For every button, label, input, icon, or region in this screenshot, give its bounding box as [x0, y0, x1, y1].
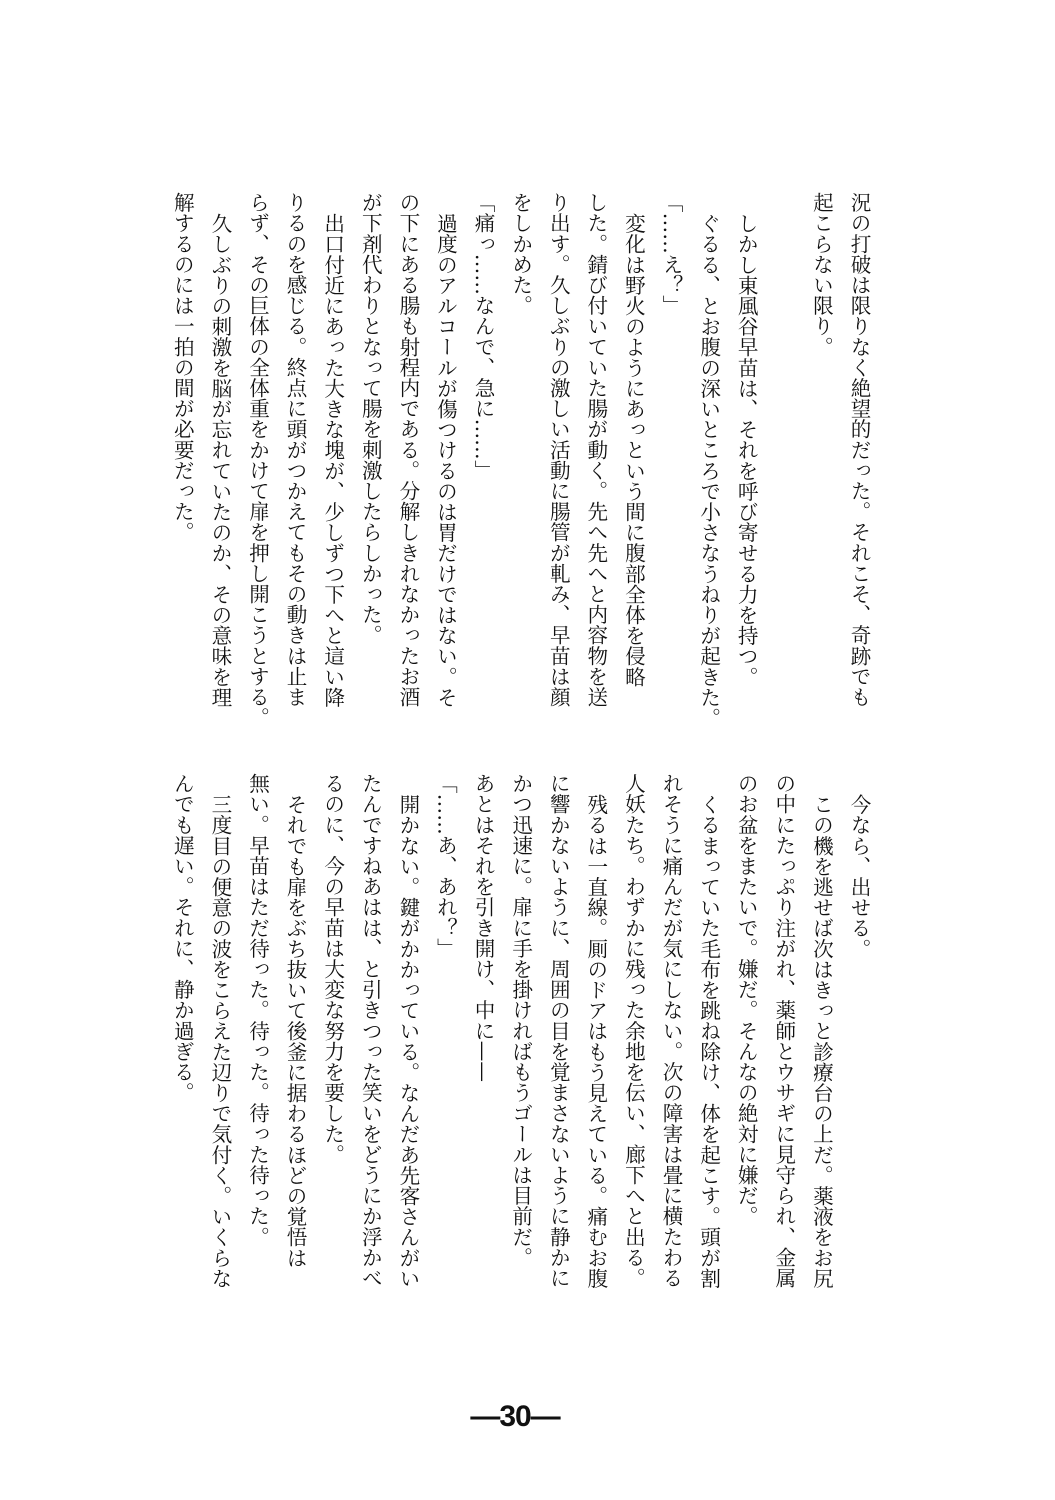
- text-line: らず、その巨体の全体重をかけて扉を押し開こうとする。: [245, 192, 270, 728]
- text-line: 解するのには一拍の間が必要だった。: [170, 192, 195, 543]
- text-block-top: [170, 192, 877, 752]
- text-line: あとはそれを引き開け、中に——: [471, 773, 496, 1082]
- text-line: の中にたっぷり注がれ、薬師とウサギに見守られ、金属: [771, 773, 796, 1288]
- text-line: 残るは一直線。厠のドアはもう見えている。痛むお腹: [583, 793, 608, 1288]
- text-line: のお盆をまたいで。嫌だ。そんなの絶対に嫌だ。: [734, 773, 759, 1227]
- text-line: しかし東風谷早苗は、それを呼び寄せる力を持つ。: [734, 212, 759, 687]
- text-line: かつ迅速に。扉に手を掛ければもうゴールは目前だ。: [508, 773, 533, 1268]
- text-line: 人妖たち。わずかに残った余地を伝い、廊下へと出る。: [621, 773, 646, 1288]
- text-line: の下にある腸も射程内である。分解しきれなかったお酒: [395, 192, 420, 707]
- text-line: ぐるる、とお腹の深いところで小さなうねりが起きた。: [696, 212, 721, 728]
- text-line: 三度目の便意の波をこらえた辺りで気付く。いくらな: [207, 793, 232, 1288]
- text-line: 「痛っ……なんで、急に……」: [471, 192, 496, 481]
- text-line: 「……え？」: [659, 192, 684, 316]
- text-line: 況の打破は限りなく絶望的だった。それこそ、奇跡でも: [847, 192, 871, 707]
- text-line: りるのを感じる。終点に頭がつかえてもその動きは止ま: [283, 192, 308, 707]
- text-line: に響かないように、周囲の目を覚まさないように静かに: [546, 773, 571, 1288]
- text-line: 久しぶりの刺激を脳が忘れていたのか、その意味を理: [207, 212, 232, 707]
- text-line: るのに、今の早苗は大変な努力を要した。: [320, 773, 345, 1165]
- text-line: [764, 192, 802, 752]
- text-line: した。錆び付いていた腸が動く。先へ先へと内容物を送: [583, 192, 608, 707]
- page-number: —30—: [470, 1400, 560, 1433]
- text-line: 変化は野火のようにあっという間に腹部全体を侵略: [621, 212, 646, 687]
- text-line: んでも遅い。それに、静か過ぎる。: [170, 773, 195, 1103]
- text-line: たんですねあはは、と引きつった笑いをどうにか浮かべ: [358, 773, 383, 1288]
- text-line: それでも扉をぶち抜いて後釜に据わるほどの覚悟は: [283, 793, 308, 1268]
- text-line: 無い。早苗はただ待った。待った。待った待った。: [245, 773, 270, 1247]
- text-line: れそうに痛んだが気にしない。次の障害は畳に横たわる: [659, 773, 684, 1288]
- text-line: 起こらない限り。: [809, 192, 834, 357]
- text-line: くるまっていた毛布を跳ね除け、体を起こす。頭が割: [696, 793, 721, 1288]
- text-line: 過度のアルコールが傷つけるのは胃だけではない。そ: [433, 212, 458, 707]
- text-line: をしかめた。: [508, 192, 533, 316]
- text-line: 開かない。鍵がかかっている。なんだあ先客さんがい: [395, 793, 420, 1288]
- text-line: この機を逃せば次はきっと診療台の上だ。薬液をお尻: [809, 793, 834, 1288]
- text-line: り出す。久しぶりの激しい活動に腸管が軋み、早苗は顔: [546, 192, 571, 707]
- text-line: 出口付近にあった大きな塊が、少しずつ下へと這い降: [320, 212, 345, 707]
- text-line: 「……あ、あれ？」: [433, 773, 458, 959]
- text-block-bottom: [170, 773, 877, 1333]
- text-line: が下剤代わりとなって腸を刺激したらしかった。: [358, 192, 383, 646]
- text-line: 今なら、出せる。: [847, 793, 871, 959]
